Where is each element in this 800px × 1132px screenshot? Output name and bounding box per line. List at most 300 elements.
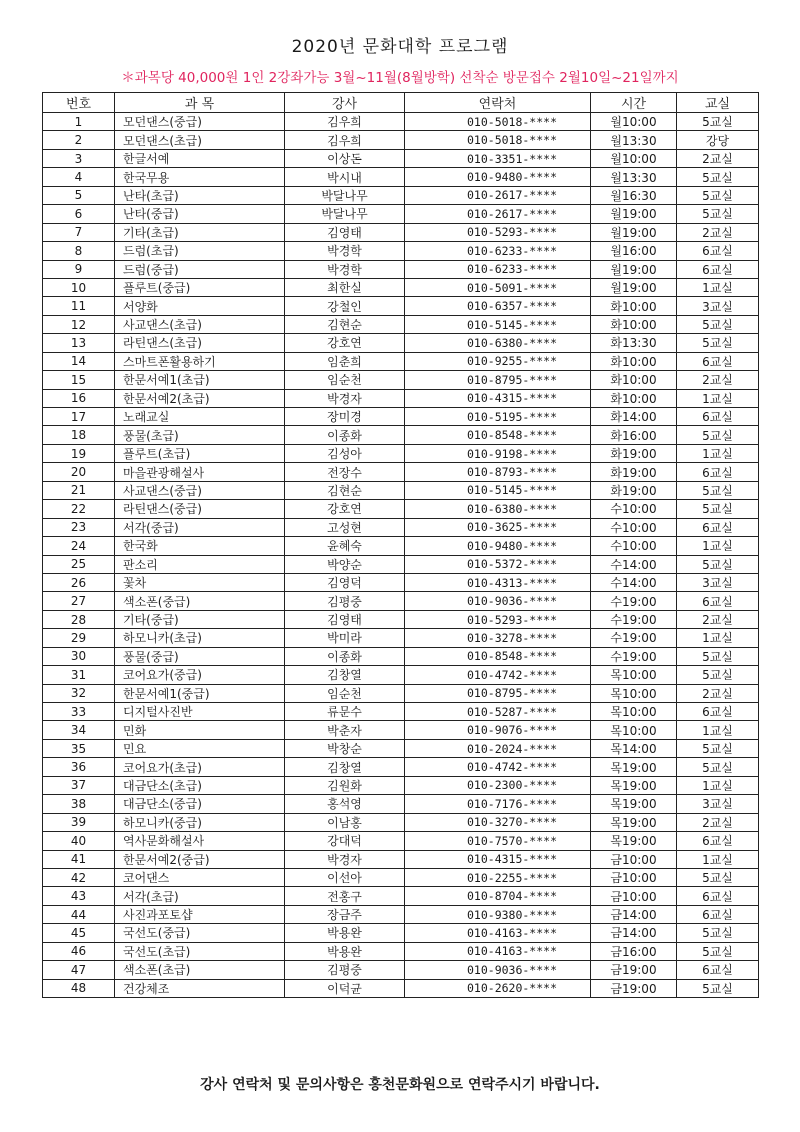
row-number: 27	[43, 592, 115, 610]
table-row	[43, 113, 759, 131]
row-classroom: 1교실	[677, 278, 759, 296]
row-time: 화10:00	[591, 315, 677, 333]
row-contact: 010-2255-****	[405, 868, 591, 886]
row-subject: 드럼(초급)	[115, 242, 285, 260]
row-contact: 010-4315-****	[405, 389, 591, 407]
row-instructor: 박경학	[285, 260, 405, 278]
row-time: 목10:00	[591, 703, 677, 721]
table-row	[43, 942, 759, 960]
row-subject: 역사문화해설사	[115, 832, 285, 850]
row-number: 34	[43, 721, 115, 739]
row-subject: 플루트(초급)	[115, 444, 285, 462]
row-classroom: 5교실	[677, 979, 759, 997]
row-instructor: 박경자	[285, 389, 405, 407]
table-row	[43, 887, 759, 905]
row-subject: 풍물(중급)	[115, 647, 285, 665]
row-classroom: 2교실	[677, 610, 759, 628]
row-time: 수10:00	[591, 500, 677, 518]
row-time: 수19:00	[591, 647, 677, 665]
row-classroom: 6교실	[677, 352, 759, 370]
row-instructor: 박춘자	[285, 721, 405, 739]
row-contact: 010-6233-****	[405, 242, 591, 260]
row-instructor: 윤혜숙	[285, 537, 405, 555]
table-row	[43, 205, 759, 223]
table-row	[43, 573, 759, 591]
row-time: 수19:00	[591, 610, 677, 628]
row-classroom: 5교실	[677, 666, 759, 684]
header-time: 시간	[591, 93, 677, 113]
row-contact: 010-7570-****	[405, 832, 591, 850]
row-instructor: 전홍구	[285, 887, 405, 905]
row-number: 41	[43, 850, 115, 868]
row-time: 수19:00	[591, 592, 677, 610]
row-classroom: 5교실	[677, 113, 759, 131]
row-contact: 010-4313-****	[405, 573, 591, 591]
row-subject: 서각(초급)	[115, 887, 285, 905]
row-classroom: 5교실	[677, 647, 759, 665]
row-classroom: 2교실	[677, 813, 759, 831]
row-classroom: 1교실	[677, 444, 759, 462]
row-time: 월19:00	[591, 278, 677, 296]
row-contact: 010-7176-****	[405, 795, 591, 813]
row-instructor: 임순천	[285, 684, 405, 702]
row-classroom: 1교실	[677, 629, 759, 647]
row-number: 7	[43, 223, 115, 241]
row-contact: 010-6380-****	[405, 500, 591, 518]
row-instructor: 박경학	[285, 242, 405, 260]
row-time: 금19:00	[591, 979, 677, 997]
row-instructor: 강철인	[285, 297, 405, 315]
table-row	[43, 168, 759, 186]
row-number: 46	[43, 942, 115, 960]
row-contact: 010-2617-****	[405, 186, 591, 204]
row-subject: 사교댄스(초급)	[115, 315, 285, 333]
row-time: 화19:00	[591, 463, 677, 481]
row-number: 18	[43, 426, 115, 444]
row-subject: 대금단소(중급)	[115, 795, 285, 813]
row-number: 44	[43, 905, 115, 923]
row-contact: 010-9480-****	[405, 537, 591, 555]
row-contact: 010-6233-****	[405, 260, 591, 278]
row-number: 15	[43, 371, 115, 389]
row-time: 화13:30	[591, 334, 677, 352]
row-number: 36	[43, 758, 115, 776]
table-row	[43, 776, 759, 794]
table-row	[43, 242, 759, 260]
row-instructor: 김평중	[285, 592, 405, 610]
row-contact: 010-8704-****	[405, 887, 591, 905]
row-number: 31	[43, 666, 115, 684]
row-classroom: 1교실	[677, 537, 759, 555]
row-time: 목14:00	[591, 739, 677, 757]
row-classroom: 1교실	[677, 776, 759, 794]
row-number: 5	[43, 186, 115, 204]
row-number: 11	[43, 297, 115, 315]
table-row	[43, 905, 759, 923]
row-subject: 사진과포토샵	[115, 905, 285, 923]
row-instructor: 전장수	[285, 463, 405, 481]
row-subject: 한국무용	[115, 168, 285, 186]
row-number: 1	[43, 113, 115, 131]
row-classroom: 2교실	[677, 371, 759, 389]
row-contact: 010-4315-****	[405, 850, 591, 868]
row-instructor: 김영태	[285, 223, 405, 241]
table-row	[43, 666, 759, 684]
row-subject: 한문서예1(중급)	[115, 684, 285, 702]
row-time: 월16:00	[591, 242, 677, 260]
row-contact: 010-5195-****	[405, 408, 591, 426]
header-instructor: 강사	[285, 93, 405, 113]
row-contact: 010-9198-****	[405, 444, 591, 462]
table-row	[43, 352, 759, 370]
row-contact: 010-8793-****	[405, 463, 591, 481]
row-number: 20	[43, 463, 115, 481]
row-time: 화19:00	[591, 481, 677, 499]
table-row	[43, 703, 759, 721]
row-classroom: 5교실	[677, 334, 759, 352]
row-time: 금10:00	[591, 850, 677, 868]
row-instructor: 강호연	[285, 334, 405, 352]
row-classroom: 2교실	[677, 149, 759, 167]
program-table	[42, 92, 759, 998]
row-time: 금14:00	[591, 905, 677, 923]
row-contact: 010-9036-****	[405, 592, 591, 610]
row-instructor: 박달나무	[285, 205, 405, 223]
row-time: 화14:00	[591, 408, 677, 426]
row-number: 13	[43, 334, 115, 352]
row-classroom: 5교실	[677, 481, 759, 499]
row-subject: 플루트(중급)	[115, 278, 285, 296]
row-contact: 010-9480-****	[405, 168, 591, 186]
row-time: 화16:00	[591, 426, 677, 444]
row-contact: 010-9036-****	[405, 961, 591, 979]
row-subject: 국선도(중급)	[115, 924, 285, 942]
row-subject: 드럼(중급)	[115, 260, 285, 278]
table-row	[43, 832, 759, 850]
table-row	[43, 629, 759, 647]
row-instructor: 박시내	[285, 168, 405, 186]
row-contact: 010-5018-****	[405, 113, 591, 131]
header-number: 번호	[43, 93, 115, 113]
row-number: 42	[43, 868, 115, 886]
row-number: 40	[43, 832, 115, 850]
row-subject: 코어요가(초급)	[115, 758, 285, 776]
row-contact: 010-2024-****	[405, 739, 591, 757]
header-contact: 연락처	[405, 93, 591, 113]
row-time: 월19:00	[591, 205, 677, 223]
row-subject: 색소폰(초급)	[115, 961, 285, 979]
row-contact: 010-2617-****	[405, 205, 591, 223]
row-classroom: 5교실	[677, 315, 759, 333]
row-subject: 건강체조	[115, 979, 285, 997]
row-instructor: 임춘희	[285, 352, 405, 370]
row-time: 수10:00	[591, 537, 677, 555]
row-instructor: 박달나무	[285, 186, 405, 204]
row-subject: 기타(초급)	[115, 223, 285, 241]
row-instructor: 장금주	[285, 905, 405, 923]
row-classroom: 5교실	[677, 500, 759, 518]
table-row	[43, 297, 759, 315]
table-row	[43, 278, 759, 296]
row-number: 24	[43, 537, 115, 555]
table-row	[43, 813, 759, 831]
row-instructor: 이종화	[285, 647, 405, 665]
row-subject: 라틴댄스(초급)	[115, 334, 285, 352]
row-time: 목10:00	[591, 721, 677, 739]
row-subject: 판소리	[115, 555, 285, 573]
row-contact: 010-4742-****	[405, 666, 591, 684]
row-number: 10	[43, 278, 115, 296]
row-contact: 010-5293-****	[405, 610, 591, 628]
row-subject: 라틴댄스(중급)	[115, 500, 285, 518]
row-instructor: 홍석영	[285, 795, 405, 813]
row-instructor: 고성현	[285, 518, 405, 536]
row-contact: 010-5018-****	[405, 131, 591, 149]
row-subject: 하모니카(중급)	[115, 813, 285, 831]
row-number: 33	[43, 703, 115, 721]
row-classroom: 5교실	[677, 924, 759, 942]
row-classroom: 5교실	[677, 758, 759, 776]
row-subject: 대금단소(초급)	[115, 776, 285, 794]
row-subject: 난타(초급)	[115, 186, 285, 204]
row-subject: 한문서예2(중급)	[115, 850, 285, 868]
row-time: 월10:00	[591, 113, 677, 131]
row-time: 화10:00	[591, 371, 677, 389]
row-subject: 디지털사진반	[115, 703, 285, 721]
row-contact: 010-6357-****	[405, 297, 591, 315]
row-subject: 노래교실	[115, 408, 285, 426]
row-classroom: 5교실	[677, 942, 759, 960]
table-row	[43, 389, 759, 407]
row-time: 금10:00	[591, 887, 677, 905]
row-contact: 010-8548-****	[405, 647, 591, 665]
row-time: 목19:00	[591, 813, 677, 831]
row-subject: 모던댄스(초급)	[115, 131, 285, 149]
row-time: 월16:30	[591, 186, 677, 204]
table-row	[43, 260, 759, 278]
row-instructor: 강대덕	[285, 832, 405, 850]
table-row	[43, 684, 759, 702]
row-subject: 마을관광해설사	[115, 463, 285, 481]
row-number: 47	[43, 961, 115, 979]
row-time: 월13:30	[591, 168, 677, 186]
row-classroom: 6교실	[677, 887, 759, 905]
table-row	[43, 961, 759, 979]
row-number: 19	[43, 444, 115, 462]
row-classroom: 5교실	[677, 168, 759, 186]
table-row	[43, 850, 759, 868]
row-classroom: 6교실	[677, 905, 759, 923]
row-instructor: 김창열	[285, 758, 405, 776]
row-instructor: 이남홍	[285, 813, 405, 831]
row-classroom: 1교실	[677, 389, 759, 407]
row-number: 29	[43, 629, 115, 647]
row-number: 8	[43, 242, 115, 260]
row-time: 수10:00	[591, 518, 677, 536]
row-subject: 난타(중급)	[115, 205, 285, 223]
row-classroom: 5교실	[677, 555, 759, 573]
row-subject: 한국화	[115, 537, 285, 555]
row-instructor: 김현순	[285, 315, 405, 333]
row-contact: 010-9255-****	[405, 352, 591, 370]
row-instructor: 김우희	[285, 113, 405, 131]
table-row	[43, 758, 759, 776]
row-subject: 풍물(초급)	[115, 426, 285, 444]
row-instructor: 박양순	[285, 555, 405, 573]
row-contact: 010-2620-****	[405, 979, 591, 997]
row-number: 14	[43, 352, 115, 370]
row-subject: 색소폰(중급)	[115, 592, 285, 610]
table-row	[43, 592, 759, 610]
row-contact: 010-8548-****	[405, 426, 591, 444]
row-instructor: 김영덕	[285, 573, 405, 591]
row-contact: 010-9076-****	[405, 721, 591, 739]
row-number: 4	[43, 168, 115, 186]
row-number: 37	[43, 776, 115, 794]
row-time: 월13:30	[591, 131, 677, 149]
row-contact: 010-9380-****	[405, 905, 591, 923]
table-row	[43, 537, 759, 555]
row-instructor: 박경자	[285, 850, 405, 868]
row-time: 금10:00	[591, 868, 677, 886]
row-instructor: 이종화	[285, 426, 405, 444]
row-contact: 010-6380-****	[405, 334, 591, 352]
table-row	[43, 721, 759, 739]
row-contact: 010-4742-****	[405, 758, 591, 776]
table-row	[43, 555, 759, 573]
row-contact: 010-5091-****	[405, 278, 591, 296]
row-subject: 서양화	[115, 297, 285, 315]
row-classroom: 5교실	[677, 205, 759, 223]
row-subject: 서각(중급)	[115, 518, 285, 536]
header-classroom: 교실	[677, 93, 759, 113]
row-time: 수19:00	[591, 629, 677, 647]
row-contact: 010-3270-****	[405, 813, 591, 831]
table-row	[43, 149, 759, 167]
row-time: 금16:00	[591, 942, 677, 960]
row-contact: 010-3278-****	[405, 629, 591, 647]
table-row	[43, 924, 759, 942]
table-row	[43, 481, 759, 499]
row-instructor: 이상돈	[285, 149, 405, 167]
row-classroom: 6교실	[677, 242, 759, 260]
row-subject: 민화	[115, 721, 285, 739]
row-classroom: 강당	[677, 131, 759, 149]
row-number: 22	[43, 500, 115, 518]
row-number: 25	[43, 555, 115, 573]
row-classroom: 6교실	[677, 592, 759, 610]
row-contact: 010-3625-****	[405, 518, 591, 536]
row-number: 3	[43, 149, 115, 167]
row-number: 23	[43, 518, 115, 536]
row-classroom: 2교실	[677, 223, 759, 241]
row-classroom: 6교실	[677, 260, 759, 278]
row-number: 43	[43, 887, 115, 905]
row-contact: 010-8795-****	[405, 371, 591, 389]
row-time: 화19:00	[591, 444, 677, 462]
table-row	[43, 315, 759, 333]
table-row	[43, 518, 759, 536]
row-time: 화10:00	[591, 297, 677, 315]
row-instructor: 김현순	[285, 481, 405, 499]
row-instructor: 강호연	[285, 500, 405, 518]
row-classroom: 5교실	[677, 186, 759, 204]
row-number: 6	[43, 205, 115, 223]
page-title: 2020년 문화대학 프로그램	[291, 37, 509, 57]
row-time: 목19:00	[591, 832, 677, 850]
row-classroom: 3교실	[677, 795, 759, 813]
row-instructor: 이선아	[285, 868, 405, 886]
row-number: 12	[43, 315, 115, 333]
row-contact: 010-8795-****	[405, 684, 591, 702]
row-number: 16	[43, 389, 115, 407]
row-contact: 010-5145-****	[405, 481, 591, 499]
row-subject: 모던댄스(중급)	[115, 113, 285, 131]
row-contact: 010-5287-****	[405, 703, 591, 721]
row-instructor: 김원화	[285, 776, 405, 794]
row-contact: 010-5145-****	[405, 315, 591, 333]
row-instructor: 김영태	[285, 610, 405, 628]
row-subject: 코어요가(중급)	[115, 666, 285, 684]
row-classroom: 6교실	[677, 961, 759, 979]
table-row	[43, 500, 759, 518]
row-subject: 한글서예	[115, 149, 285, 167]
row-time: 금19:00	[591, 961, 677, 979]
row-classroom: 1교실	[677, 721, 759, 739]
row-subject: 국선도(초급)	[115, 942, 285, 960]
row-instructor: 박용완	[285, 924, 405, 942]
row-instructor: 김평중	[285, 961, 405, 979]
row-classroom: 5교실	[677, 426, 759, 444]
row-time: 월19:00	[591, 260, 677, 278]
row-contact: 010-5372-****	[405, 555, 591, 573]
row-instructor: 임순천	[285, 371, 405, 389]
row-instructor: 이덕균	[285, 979, 405, 997]
row-contact: 010-4163-****	[405, 924, 591, 942]
row-time: 월19:00	[591, 223, 677, 241]
row-classroom: 6교실	[677, 408, 759, 426]
row-classroom: 5교실	[677, 868, 759, 886]
row-time: 수14:00	[591, 573, 677, 591]
table-row	[43, 444, 759, 462]
table-row	[43, 408, 759, 426]
row-number: 32	[43, 684, 115, 702]
row-instructor: 박용완	[285, 942, 405, 960]
registration-notice: ＊과목당 40,000원 1인 2강좌가능 3월~11월(8월방학) 선착순 방문접수 2월10일~21일까지	[121, 70, 679, 86]
row-number: 48	[43, 979, 115, 997]
table-row	[43, 131, 759, 149]
row-number: 17	[43, 408, 115, 426]
row-subject: 민요	[115, 739, 285, 757]
row-number: 30	[43, 647, 115, 665]
row-time: 목19:00	[591, 795, 677, 813]
row-instructor: 김창열	[285, 666, 405, 684]
table-row	[43, 868, 759, 886]
table-row	[43, 610, 759, 628]
row-classroom: 6교실	[677, 463, 759, 481]
table-row	[43, 426, 759, 444]
row-instructor: 최한실	[285, 278, 405, 296]
row-classroom: 2교실	[677, 684, 759, 702]
row-number: 35	[43, 739, 115, 757]
header-subject: 과 목	[115, 93, 285, 113]
row-number: 45	[43, 924, 115, 942]
row-time: 화10:00	[591, 352, 677, 370]
table-row	[43, 223, 759, 241]
row-time: 목19:00	[591, 758, 677, 776]
table-header-row	[43, 93, 759, 113]
row-number: 21	[43, 481, 115, 499]
